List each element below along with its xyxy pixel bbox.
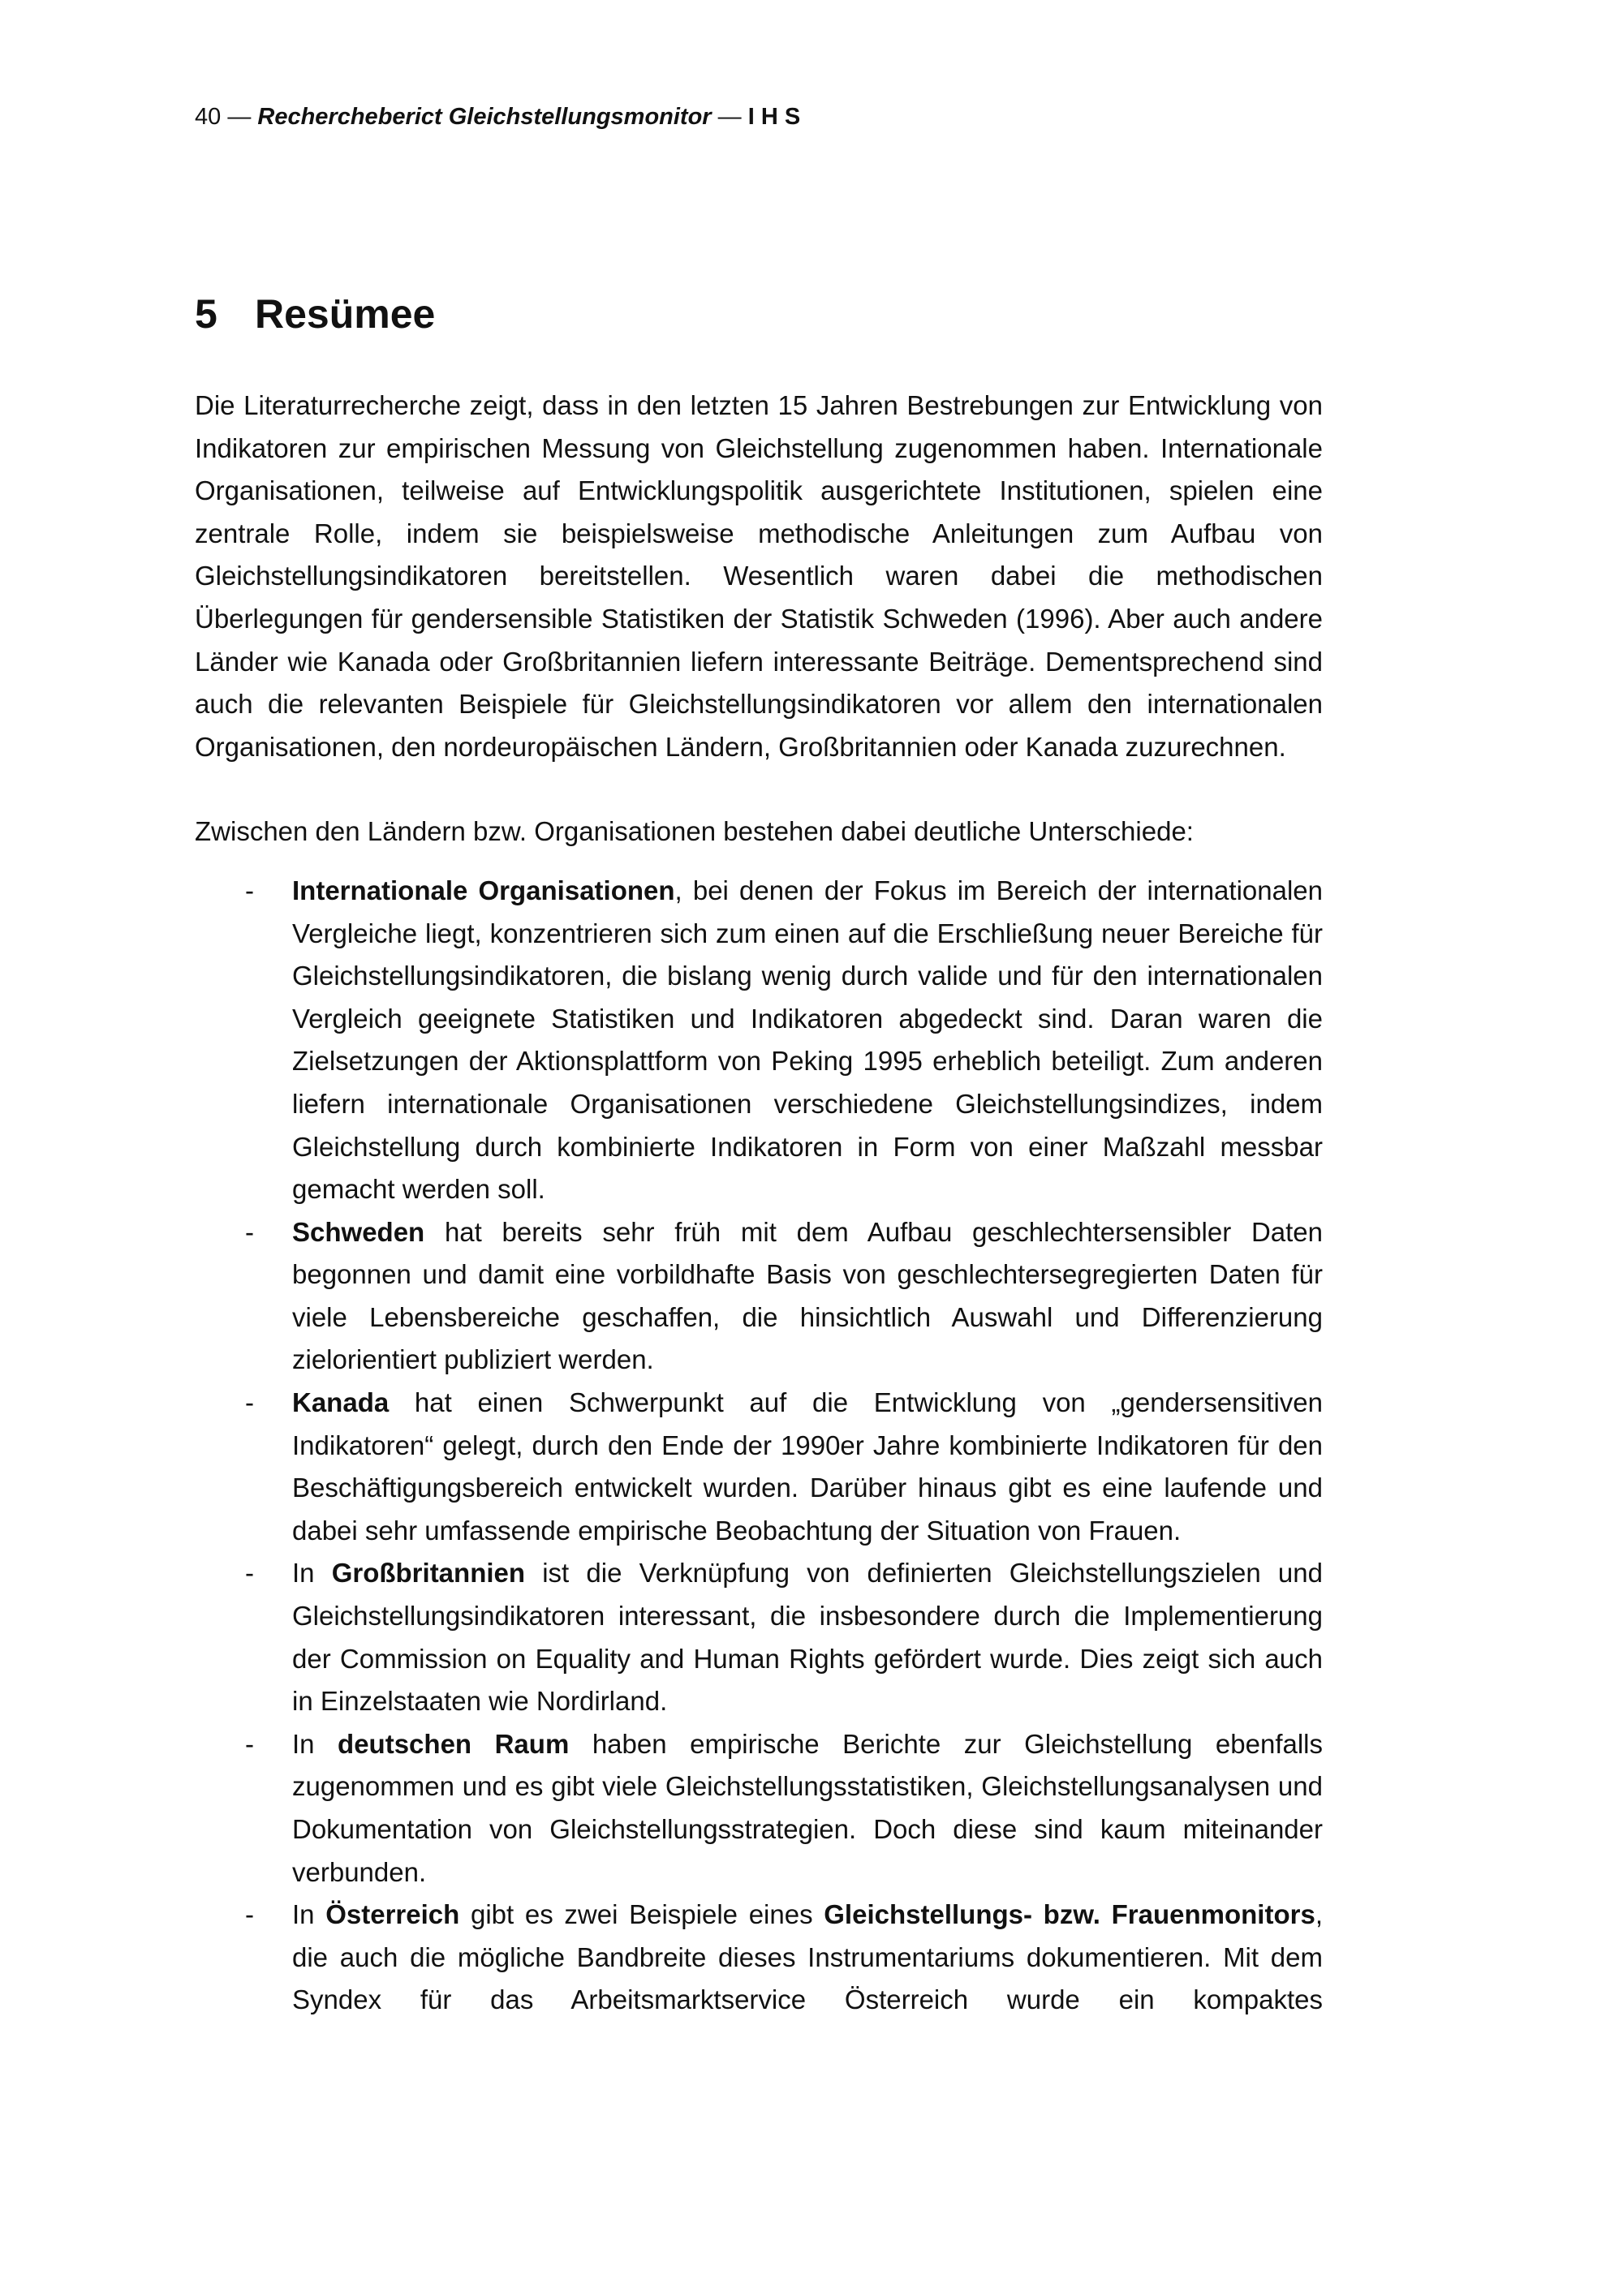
list-dash: - [245, 1728, 254, 1759]
page-number: 40 [195, 104, 222, 130]
institute-name: I H S [747, 104, 801, 130]
list-dash: - [245, 1899, 254, 1930]
item-keyword-2: Gleichstellungs- bzw. Frauenmonitors [824, 1899, 1315, 1930]
item-prefix: In [292, 1899, 326, 1930]
list-dash: - [245, 1216, 254, 1247]
running-header [195, 101, 800, 133]
list-dash: - [245, 875, 254, 905]
item-keyword: Internationale Organisationen [292, 875, 675, 905]
chapter-number: 5 [195, 291, 217, 337]
item-text-2: , die auch die mögliche Bandbreite dieses Instrumentariums dokumentieren. Mit dem Syndex für das Arbeitsmarktservice Österreich wurde ein kompaktes [292, 1899, 1323, 2015]
item-keyword: Österreich [325, 1899, 460, 1930]
item-text: gibt es zwei Beispiele eines [459, 1899, 824, 1930]
item-text: hat einen Schwerpunkt auf die Entwicklung von „gendersensitiven Indikatoren“ gelegt, durch den Ende der 1990er Jahre kombinierte Indikatoren für den Beschäftigungsbereich entwickelt wurden. Darüber hinaus gibt es eine laufende und dabei sehr umfassende empirische Beobachtung der Situation von Frauen. [292, 1387, 1323, 1546]
item-text: ist die Verknüpfung von definierten Gleichstellungszielen und Gleichstellungsindikatoren interessant, die insbesondere durch die Implementierung der Commission on Equality and Human Rights gefördert wurde. Dies zeigt sich auch in Einzelstaaten wie Nordirland. [292, 1558, 1323, 1717]
item-prefix: In [292, 1558, 332, 1589]
list-item [195, 1211, 1323, 1382]
item-text: haben empirische Berichte zur Gleichstellung ebenfalls zugenommen und es gibt viele Gleichstellungsstatistiken, Gleichstellungsanalysen und Dokumentation von Gleichstellungsstrategien. Doch diese sind kaum miteinander verbunden. [292, 1728, 1324, 1887]
list-dash: - [245, 1387, 254, 1418]
list-item [195, 1894, 1323, 2022]
intro-paragraph: Die Literaturrecherche zeigt, dass in den letzten 15 Jahren Bestrebungen zur Entwicklung von Indikatoren zur empirischen Messung von Gleichstellung zugenommen haben. Internationale Organisationen, teilweise auf Entwicklungspolitik ausgerichtete Institutionen, spielen eine zentrale Rolle, indem sie beispielsweise methodische Anleitungen zum Aufbau von Gleichstellungsindikatoren bereitstellen. Wesentlich waren dabei die methodischen Überlegungen für gendersensible Statistiken der Statistik Schweden (1996). Aber auch andere Länder wie Kanada oder Großbritannien liefern interessante Beiträge. Dementsprechend sind auch die relevanten Beispiele für Gleichstellungsindikatoren vor allem den internationalen Organisationen, den nordeuropäischen Ländern, Großbritannien oder Kanada zuzurechnen. [195, 390, 1323, 762]
item-keyword: Kanada [292, 1387, 390, 1418]
chapter-heading [195, 286, 435, 342]
chapter-title: Resümee [255, 291, 436, 337]
list-item [195, 1382, 1323, 1552]
item-keyword: deutschen Raum [338, 1728, 570, 1759]
item-text: hat bereits sehr früh mit dem Aufbau geschlechtersensibler Daten begonnen und damit eine vorbildhafte Basis von geschlechtersegregierten Daten für viele Lebensbereiche geschaffen, die hinsichtlich Auswahl und Differenzierung zielorientiert publiziert werden. [292, 1216, 1323, 1375]
list-item [195, 1552, 1323, 1722]
item-prefix: In [292, 1728, 338, 1759]
document-title: Rechercheberict Gleichstellungsmonitor [257, 104, 712, 130]
lead-sentence: Zwischen den Ländern bzw. Organisationen bestehen dabei deutliche Unterschiede: [195, 816, 1194, 847]
item-text: , bei denen der Fokus im Bereich der internationalen Vergleiche liegt, konzentrieren sich zum einen auf die Erschließung neuer Bereiche für Gleichstellungsindikatoren, die bislang wenig durch valide und für den internationalen Vergleich geeignete Statistiken und Indikatoren abgedeckt sind. Daran waren die Zielsetzungen der Aktionsplattform von Peking 1995 erheblich beteiligt. Zum anderen liefern internationale Organisationen verschiedene Gleichstellungsindizes, indem Gleichstellung durch kombinierte Indikatoren in Form von einer Maßzahl messbar gemacht werden soll. [292, 875, 1323, 1205]
list-item [195, 870, 1323, 1211]
header-separator: — [221, 104, 258, 130]
list-dash: - [245, 1558, 254, 1589]
differences-list [195, 870, 1323, 2022]
main-content [195, 385, 1323, 2022]
item-keyword: Schweden [292, 1216, 425, 1247]
header-separator-2: — [711, 104, 748, 130]
item-keyword: Großbritannien [331, 1558, 526, 1589]
list-item [195, 1723, 1323, 1894]
